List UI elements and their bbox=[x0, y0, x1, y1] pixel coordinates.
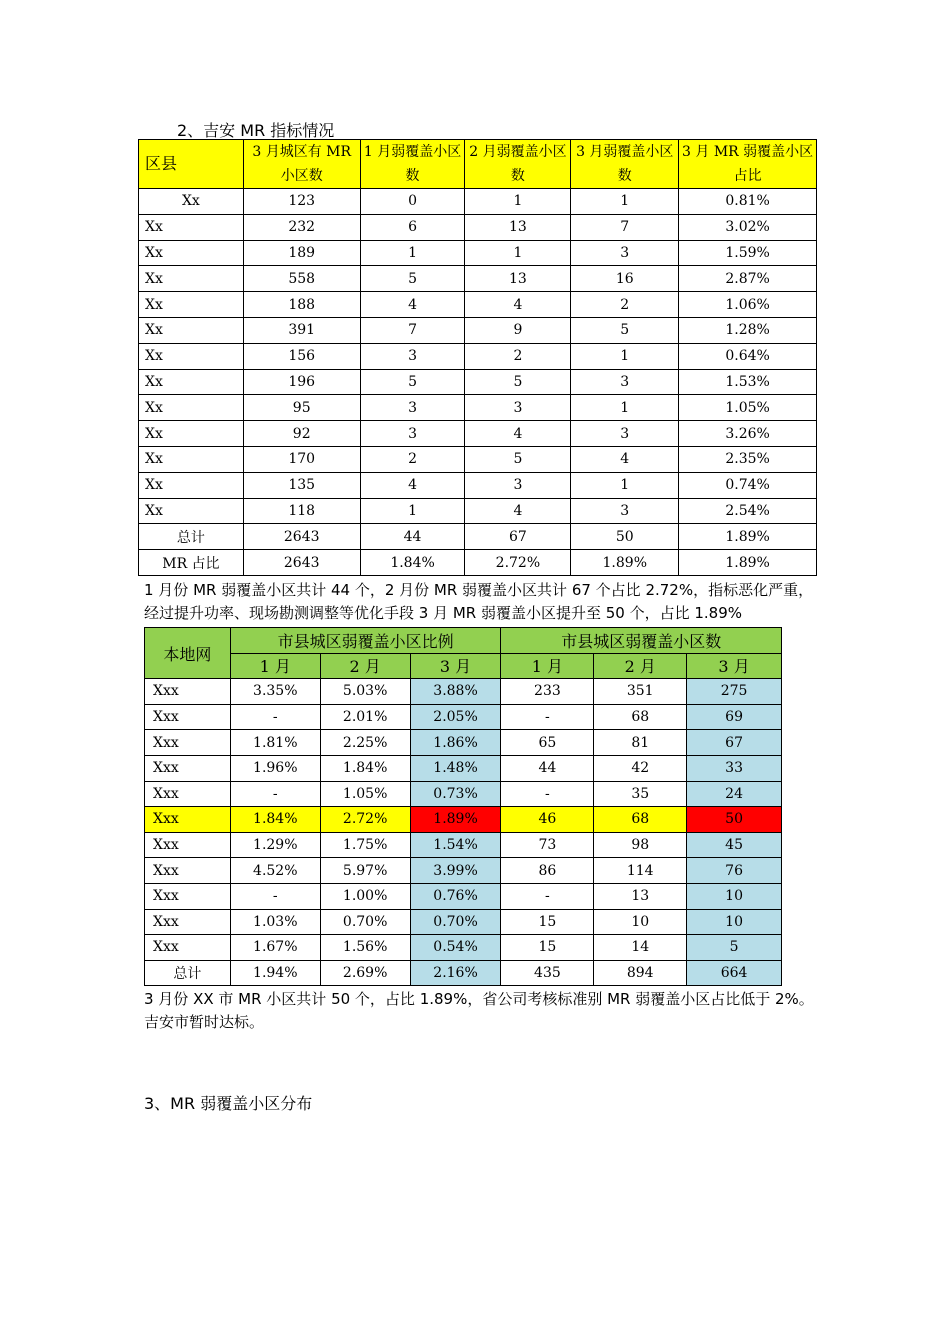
table-row bbox=[139, 395, 817, 421]
table-cell: 2.05% bbox=[410, 704, 501, 730]
table-row bbox=[139, 446, 817, 472]
row-label: Xx bbox=[139, 266, 244, 292]
row-label: 总计 bbox=[145, 960, 231, 986]
table-cell: 1.56% bbox=[320, 935, 410, 961]
table-row bbox=[145, 935, 782, 961]
table-cell: 1.84% bbox=[360, 550, 465, 576]
table-cell: 3 bbox=[465, 472, 571, 498]
table-cell: 15 bbox=[501, 909, 594, 935]
table-cell: 1.89% bbox=[679, 550, 817, 576]
table-row bbox=[145, 730, 782, 756]
table-cell: 1 bbox=[360, 240, 465, 266]
table-cell: 3 bbox=[571, 421, 679, 447]
table-cell: 1 bbox=[465, 240, 571, 266]
table-cell: 435 bbox=[501, 960, 594, 986]
table-cell: 4 bbox=[360, 292, 465, 318]
row-label: 总计 bbox=[139, 524, 244, 550]
table-cell: 0.54% bbox=[410, 935, 501, 961]
table-cell: 33 bbox=[687, 755, 782, 781]
table-cell: 1 bbox=[571, 472, 679, 498]
table-cell: 0 bbox=[360, 189, 465, 215]
table-cell: 50 bbox=[687, 807, 782, 833]
table-cell: 3 bbox=[360, 421, 465, 447]
row-label: Xx bbox=[139, 369, 244, 395]
table1-header-cell: 3 月城区有 MR 小区数 bbox=[243, 140, 360, 189]
table-cell: 1.89% bbox=[571, 550, 679, 576]
table-cell: 73 bbox=[501, 832, 594, 858]
table-row bbox=[139, 240, 817, 266]
table-cell: 1.81% bbox=[230, 730, 320, 756]
table-cell: 2.25% bbox=[320, 730, 410, 756]
table-cell: 69 bbox=[687, 704, 782, 730]
table-cell: 3.35% bbox=[230, 679, 320, 705]
table-row bbox=[139, 550, 817, 576]
table-row bbox=[139, 189, 817, 215]
table-cell: 76 bbox=[687, 858, 782, 884]
table-cell: 14 bbox=[594, 935, 687, 961]
table-cell: 114 bbox=[594, 858, 687, 884]
table-cell: 45 bbox=[687, 832, 782, 858]
table-cell: 13 bbox=[465, 214, 571, 240]
table-cell: 2.69% bbox=[320, 960, 410, 986]
table-cell: 10 bbox=[594, 909, 687, 935]
table-cell: 1.84% bbox=[230, 807, 320, 833]
table-cell: 1.28% bbox=[679, 317, 817, 343]
row-label: Xxx bbox=[145, 858, 231, 884]
table-cell: 3.88% bbox=[410, 679, 501, 705]
table-cell: 894 bbox=[594, 960, 687, 986]
table-cell: 1.29% bbox=[230, 832, 320, 858]
row-label: Xxx bbox=[145, 730, 231, 756]
table-cell: 1.86% bbox=[410, 730, 501, 756]
table-cell: 7 bbox=[360, 317, 465, 343]
row-label: Xxx bbox=[145, 935, 231, 961]
table-cell: 1.05% bbox=[679, 395, 817, 421]
table-cell: 3.99% bbox=[410, 858, 501, 884]
table-cell: 0.76% bbox=[410, 883, 501, 909]
table-cell: 1.96% bbox=[230, 755, 320, 781]
row-label: Xx bbox=[139, 472, 244, 498]
table-row bbox=[145, 807, 782, 833]
table-cell: 0.64% bbox=[679, 343, 817, 369]
table-cell: 44 bbox=[360, 524, 465, 550]
table-row bbox=[139, 472, 817, 498]
table-cell: 86 bbox=[501, 858, 594, 884]
table-cell: 1.67% bbox=[230, 935, 320, 961]
table-cell: - bbox=[230, 883, 320, 909]
table-cell: 10 bbox=[687, 909, 782, 935]
section-3-heading: 3、MR 弱覆盖小区分布 bbox=[144, 1094, 313, 1113]
table-cell: 5 bbox=[687, 935, 782, 961]
table-cell: 2643 bbox=[243, 550, 360, 576]
table-cell: 44 bbox=[501, 755, 594, 781]
table-cell: 2.72% bbox=[465, 550, 571, 576]
table-cell: 6 bbox=[360, 214, 465, 240]
table-cell: 135 bbox=[243, 472, 360, 498]
table-cell: 4.52% bbox=[230, 858, 320, 884]
row-label: Xxx bbox=[145, 883, 231, 909]
table-cell: 2643 bbox=[243, 524, 360, 550]
table-cell: 1.89% bbox=[679, 524, 817, 550]
month-header: 3 月 bbox=[410, 653, 501, 679]
row-label: Xxx bbox=[145, 755, 231, 781]
table-cell: 68 bbox=[594, 704, 687, 730]
table-cell: 1 bbox=[571, 343, 679, 369]
table1-header-cell: 2 月弱覆盖小区数 bbox=[465, 140, 571, 189]
table-cell: 1.00% bbox=[320, 883, 410, 909]
table-cell: 4 bbox=[360, 472, 465, 498]
table-cell: 232 bbox=[243, 214, 360, 240]
month-header: 2 月 bbox=[320, 653, 410, 679]
corner-header: 本地网 bbox=[145, 628, 231, 679]
table-cell: 2 bbox=[571, 292, 679, 318]
month-header: 2 月 bbox=[594, 653, 687, 679]
table-cell: 5 bbox=[571, 317, 679, 343]
row-label: Xx bbox=[139, 395, 244, 421]
table-cell: 81 bbox=[594, 730, 687, 756]
table-cell: - bbox=[501, 704, 594, 730]
table-row bbox=[145, 832, 782, 858]
table-cell: - bbox=[501, 781, 594, 807]
row-label: Xx bbox=[139, 292, 244, 318]
section-2-heading: 2、吉安 MR 指标情况 bbox=[177, 121, 335, 140]
table-cell: 95 bbox=[243, 395, 360, 421]
table-row bbox=[139, 317, 817, 343]
table-cell: 558 bbox=[243, 266, 360, 292]
table-cell: 2.87% bbox=[679, 266, 817, 292]
table-cell: 233 bbox=[501, 679, 594, 705]
table-cell: 46 bbox=[501, 807, 594, 833]
table-cell: 5 bbox=[360, 266, 465, 292]
row-label: Xx bbox=[139, 317, 244, 343]
table-cell: - bbox=[230, 781, 320, 807]
table-cell: - bbox=[230, 704, 320, 730]
row-label: Xx bbox=[139, 446, 244, 472]
table-cell: 3 bbox=[571, 240, 679, 266]
table-cell: 5.97% bbox=[320, 858, 410, 884]
table-cell: 170 bbox=[243, 446, 360, 472]
table-cell: 156 bbox=[243, 343, 360, 369]
table-cell: 3 bbox=[360, 395, 465, 421]
table-cell: 664 bbox=[687, 960, 782, 986]
group-header-count: 市县城区弱覆盖小区数 bbox=[501, 628, 782, 654]
table-row bbox=[145, 858, 782, 884]
row-label: Xx bbox=[139, 214, 244, 240]
row-label: MR 占比 bbox=[139, 550, 244, 576]
table1-header-cell: 1 月弱覆盖小区数 bbox=[360, 140, 465, 189]
paragraph-1: 1 月份 MR 弱覆盖小区共计 44 个，2 月份 MR 弱覆盖小区共计 67 个占比 2.72%，指标恶化严重，经过提升功率、现场勘测调整等优化手段 3 月 MR 弱覆盖小区提升至 50 个，占比 1.89% bbox=[144, 581, 814, 622]
table-cell: 3 bbox=[571, 369, 679, 395]
table-cell: 5.03% bbox=[320, 679, 410, 705]
table-row bbox=[139, 214, 817, 240]
table-cell: 2.16% bbox=[410, 960, 501, 986]
weak-coverage-table bbox=[144, 627, 782, 986]
table-cell: 0.70% bbox=[320, 909, 410, 935]
table-cell: 92 bbox=[243, 421, 360, 447]
row-label: Xx bbox=[139, 240, 244, 266]
table-cell: 42 bbox=[594, 755, 687, 781]
row-label: Xxx bbox=[145, 832, 231, 858]
table-row bbox=[145, 781, 782, 807]
table-cell: 118 bbox=[243, 498, 360, 524]
table-cell: 5 bbox=[465, 369, 571, 395]
table-cell: 1 bbox=[360, 498, 465, 524]
table-cell: 1.75% bbox=[320, 832, 410, 858]
table-cell: 2.35% bbox=[679, 446, 817, 472]
table-cell: 1.05% bbox=[320, 781, 410, 807]
table-cell: 391 bbox=[243, 317, 360, 343]
table-row bbox=[145, 755, 782, 781]
table-cell: 65 bbox=[501, 730, 594, 756]
row-label: Xxx bbox=[145, 807, 231, 833]
table-cell: 9 bbox=[465, 317, 571, 343]
table-cell: 351 bbox=[594, 679, 687, 705]
table-cell: 0.70% bbox=[410, 909, 501, 935]
table-cell: 189 bbox=[243, 240, 360, 266]
table-cell: 1.53% bbox=[679, 369, 817, 395]
table-cell: 5 bbox=[465, 446, 571, 472]
month-header: 3 月 bbox=[687, 653, 782, 679]
table-cell: 2 bbox=[465, 343, 571, 369]
table-cell: 3 bbox=[465, 395, 571, 421]
table-cell: 1.06% bbox=[679, 292, 817, 318]
table-cell: 1 bbox=[465, 189, 571, 215]
month-header: 1 月 bbox=[230, 653, 320, 679]
table-cell: 15 bbox=[501, 935, 594, 961]
row-label: Xx bbox=[139, 343, 244, 369]
table1-header-cell: 区县 bbox=[139, 140, 244, 189]
table-cell: 2.72% bbox=[320, 807, 410, 833]
table-cell: 2.01% bbox=[320, 704, 410, 730]
row-label: Xx bbox=[139, 189, 244, 215]
table-cell: 1 bbox=[571, 189, 679, 215]
table-cell: 0.81% bbox=[679, 189, 817, 215]
row-label: Xxx bbox=[145, 704, 231, 730]
table-cell: 2 bbox=[360, 446, 465, 472]
group-header-ratio: 市县城区弱覆盖小区比例 bbox=[230, 628, 501, 654]
table-cell: 1.59% bbox=[679, 240, 817, 266]
table-row bbox=[145, 883, 782, 909]
table-cell: 2.54% bbox=[679, 498, 817, 524]
table-cell: 5 bbox=[360, 369, 465, 395]
table-cell: 1.54% bbox=[410, 832, 501, 858]
table-cell: 68 bbox=[594, 807, 687, 833]
table1-header-cell: 3 月弱覆盖小区数 bbox=[571, 140, 679, 189]
paragraph-2: 3 月份 XX 市 MR 小区共计 50 个，占比 1.89%，省公司考核标准别 MR 弱覆盖小区占比低于 2%。吉安市暂时达标。 bbox=[144, 990, 814, 1031]
table-cell: 1.03% bbox=[230, 909, 320, 935]
table-row bbox=[139, 524, 817, 550]
table-row bbox=[145, 679, 782, 705]
table-row bbox=[139, 266, 817, 292]
row-label: Xx bbox=[139, 498, 244, 524]
table-cell: - bbox=[501, 883, 594, 909]
table-cell: 16 bbox=[571, 266, 679, 292]
table-cell: 196 bbox=[243, 369, 360, 395]
row-label: Xxx bbox=[145, 781, 231, 807]
table-cell: 67 bbox=[465, 524, 571, 550]
mr-indicator-table bbox=[138, 139, 817, 576]
table-cell: 24 bbox=[687, 781, 782, 807]
table-row bbox=[145, 704, 782, 730]
table-cell: 67 bbox=[687, 730, 782, 756]
table-cell: 4 bbox=[571, 446, 679, 472]
table-cell: 4 bbox=[465, 498, 571, 524]
table-row bbox=[139, 292, 817, 318]
table-cell: 3.26% bbox=[679, 421, 817, 447]
table-cell: 275 bbox=[687, 679, 782, 705]
table-cell: 0.73% bbox=[410, 781, 501, 807]
table-cell: 123 bbox=[243, 189, 360, 215]
row-label: Xxx bbox=[145, 909, 231, 935]
table-row bbox=[139, 369, 817, 395]
table-cell: 35 bbox=[594, 781, 687, 807]
table-cell: 188 bbox=[243, 292, 360, 318]
table-cell: 3.02% bbox=[679, 214, 817, 240]
month-header: 1 月 bbox=[501, 653, 594, 679]
table-cell: 1.84% bbox=[320, 755, 410, 781]
table-cell: 7 bbox=[571, 214, 679, 240]
table-cell: 4 bbox=[465, 421, 571, 447]
table-row bbox=[145, 960, 782, 986]
table-cell: 13 bbox=[465, 266, 571, 292]
table-row bbox=[145, 909, 782, 935]
row-label: Xx bbox=[139, 421, 244, 447]
table-cell: 1.94% bbox=[230, 960, 320, 986]
table-cell: 1.89% bbox=[410, 807, 501, 833]
table-row bbox=[139, 498, 817, 524]
table-cell: 10 bbox=[687, 883, 782, 909]
table-cell: 4 bbox=[465, 292, 571, 318]
table1-header-cell: 3 月 MR 弱覆盖小区占比 bbox=[679, 140, 817, 189]
table-row bbox=[139, 343, 817, 369]
row-label: Xxx bbox=[145, 679, 231, 705]
table-cell: 3 bbox=[571, 498, 679, 524]
table-cell: 98 bbox=[594, 832, 687, 858]
table-cell: 3 bbox=[360, 343, 465, 369]
table-cell: 1 bbox=[571, 395, 679, 421]
table-cell: 1.48% bbox=[410, 755, 501, 781]
table-cell: 0.74% bbox=[679, 472, 817, 498]
table-row bbox=[139, 421, 817, 447]
table-cell: 13 bbox=[594, 883, 687, 909]
table-cell: 50 bbox=[571, 524, 679, 550]
